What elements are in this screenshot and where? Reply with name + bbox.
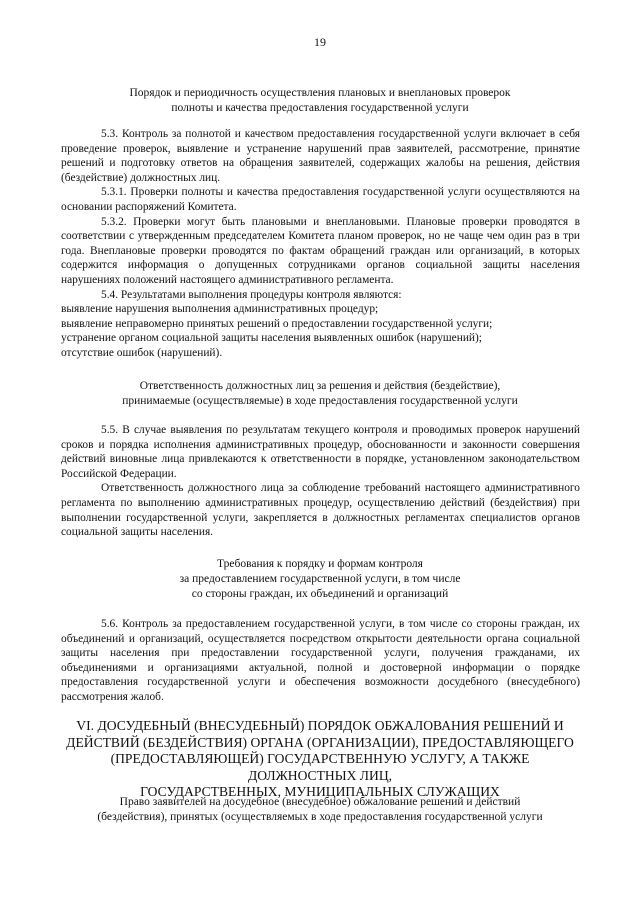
list-item: отсутствие ошибок (нарушений).: [61, 346, 223, 359]
list-item: устранение органом социальной защиты населения выявленных ошибок (нарушений);: [61, 332, 482, 345]
list-item: выявление нарушения выполнения административных процедур;: [61, 303, 379, 316]
heading-line: Требования к порядку и формам контроля: [217, 558, 423, 570]
list-item: выявление неправомерно принятых решений о предоставлении государственной услуги;: [61, 317, 493, 330]
heading-line: Право заявителей на досудебное (внесудебное) обжалование решений и действий: [119, 796, 521, 808]
section-6-title: [66, 718, 574, 801]
paragraph-responsibility: Ответственность должностного лица за соблюдение требований настоящего административного регламента по выполнению административных процедур, осуществлению действий (бездействия) при выполнении государственной услуги, закрепляется в должностных регламентах специалистов органов социальной защиты населения.: [61, 482, 580, 539]
requirements-paragraphs: [61, 617, 580, 705]
heading-line: полноты и качества предоставления государственной услуги: [171, 102, 469, 114]
responsibility-paragraphs: [61, 423, 580, 540]
paragraph-5-3-1: 5.3.1. Проверки полноты и качества предоставления государственной услуги осуществляются на основании распоряжений Комитета.: [61, 186, 580, 213]
section-title-line: (ПРЕДОСТАВЛЯЮЩЕЙ) ГОСУДАРСТВЕННУЮ УСЛУГУ, А ТАКЖЕ ДОЛЖНОСТНЫХ ЛИЦ,: [110, 751, 530, 783]
heading-line: Ответственность должностных лиц за решения и действия (бездействие),: [139, 380, 501, 392]
heading-control-requirements: [60, 557, 580, 602]
heading-control-periodicity: [60, 86, 580, 116]
section-title-line: ГОСУДАРСТВЕННЫХ, МУНИЦИПАЛЬНЫХ СЛУЖАЩИХ: [140, 784, 500, 799]
section-title-line: VI. ДОСУДЕБНЫЙ (ВНЕСУДЕБНЫЙ) ПОРЯДОК ОБЖАЛОВАНИЯ РЕШЕНИЙ И: [76, 718, 564, 733]
heading-line: Порядок и периодичность осуществления плановых и внеплановых проверок: [129, 87, 511, 99]
heading-line: (бездействия), принятых (осуществляемых в ходе предоставления государственной услуги: [97, 811, 543, 823]
heading-responsibility: [60, 379, 580, 409]
heading-line: со стороны граждан, их объединений и организаций: [191, 588, 449, 600]
paragraph-5-3: 5.3. Контроль за полнотой и качеством предоставления государственной услуги включает в себя проведение проверок, выявление и устранение нарушений прав заявителей, рассмотрение, принятие решений и подготовку ответов на обращения заявителей, содержащих жалобы на решения, действия (бездействие) должностных лиц.: [61, 128, 580, 184]
control-paragraphs: [61, 127, 580, 361]
paragraph-5-3-2: 5.3.2. Проверки могут быть плановыми и внеплановыми. Плановые проверки проводятся в соответствии с утвержденным председателем Комитета планом проверок, но не чаще чем один раз в три года. Внеплановые проверки проводятся по фактам обращений граждан или организаций, в которых содержится информация о допущенных сотрудниками органов социальной защиты населения нарушениях положений настоящего административного регламента.: [61, 215, 580, 286]
heading-appeal-right: [60, 795, 580, 825]
heading-line: за предоставлением государственной услуги, в том числе: [179, 573, 461, 585]
paragraph-5-5: 5.5. В случае выявления по результатам текущего контроля и проводимых проверок нарушений сроков и порядка исполнения административных процедур, обоснованности и законности совершения действий виновные лица привлекаются к ответственности в порядке, установленном законодательством Российской Федерации.: [61, 424, 580, 480]
paragraph-5-4: 5.4. Результатами выполнения процедуры контроля являются:: [101, 288, 402, 301]
page-number: 19: [314, 35, 326, 49]
paragraph-5-6: 5.6. Контроль за предоставлением государственной услуги, в том числе со стороны граждан, их объединений и организаций, осуществляется посредством открытости деятельности органа социальной защиты населения при предоставлении государственной услуги, получения гражданами, их объединениями и организациями актуальной, полной и достоверной информации о порядке предоставления государственной услуги и обеспечения возможности досудебного (внесудебного) рассмотрения жалоб.: [61, 618, 580, 703]
section-title-line: ДЕЙСТВИЙ (БЕЗДЕЙСТВИЯ) ОРГАНА (ОРГАНИЗАЦИИ), ПРЕДОСТАВЛЯЮЩЕГО: [66, 734, 574, 750]
heading-line: принимаемые (осуществляемые) в ходе предоставления государственной услуги: [122, 395, 518, 407]
